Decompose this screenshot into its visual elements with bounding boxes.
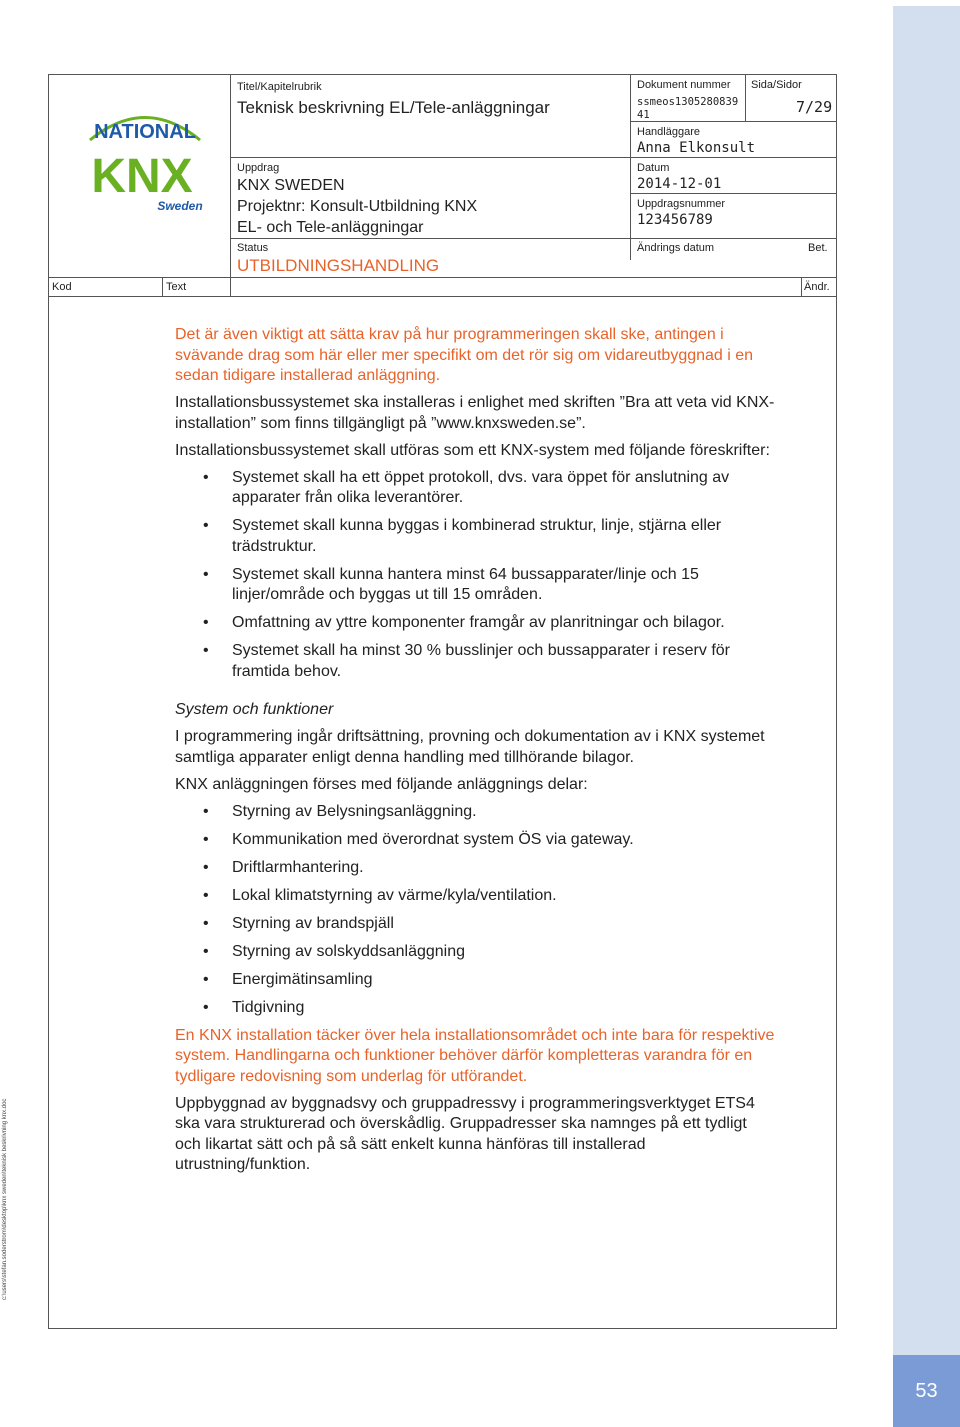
doc-number: ssmeos1305280839 41 <box>637 96 739 121</box>
handler-name: Anna Elkonsult <box>637 140 756 156</box>
side-band <box>893 6 960 1427</box>
list-item: • Tidgivning <box>175 998 775 1019</box>
doc-number-label: Dokument nummer <box>637 79 731 91</box>
list-item: • Styrning av solskyddsanläggning <box>175 942 775 963</box>
divider <box>630 193 837 194</box>
section-heading: System och funktioner <box>175 701 334 718</box>
divider <box>48 296 837 297</box>
text-label: Text <box>166 281 187 293</box>
list-item: • Energimätinsamling <box>175 970 775 991</box>
file-path: c:\users\stefan.soderstrom\desktop\knx sweden\teknisk beskrivning knx.doc <box>2 1098 8 1300</box>
list-item: • Omfattning av yttre komponenter framgår av planritningar och bilagor. <box>175 613 775 634</box>
paragraph-ets4-structure: Uppbyggnad av byggnadsvy och gruppadressvy i programmeringsverktyget ETS4 ska vara strukturerad och överskådlig. Gruppadresser ska namnges på ett tydligt och likartat sätt och på så sätt enkelt kunna hänföras till installerad utrustning/funktion. <box>175 1094 755 1173</box>
kod-label: Kod <box>52 281 72 293</box>
list-item: • Systemet skall ha minst 30 % busslinjer och bussapparater i reserv för framtida behov. <box>175 641 775 682</box>
divider <box>230 238 837 239</box>
page-indicator: 7/29 <box>796 98 833 116</box>
document-body <box>175 325 775 1182</box>
assignment-number-label: Uppdragsnummer <box>637 198 726 210</box>
title-label: Titel/Kapitelrubrik <box>237 81 322 93</box>
divider <box>630 157 837 158</box>
list-item: • Styrning av Belysningsanläggning. <box>175 802 775 823</box>
divider <box>230 157 630 158</box>
document-title: Teknisk beskrivning EL/Tele-anläggningar <box>237 98 550 117</box>
paragraph-knx-system: Installationsbussystemet skall utföras som ett KNX-system med följande föreskrifter: <box>175 441 770 459</box>
status-label: Status <box>237 242 269 254</box>
assignment-line3: EL- och Tele-anläggningar <box>237 219 424 236</box>
knx-logo-graphic <box>70 100 220 220</box>
handler-label: Handläggare <box>637 126 700 138</box>
paragraph-programming-scope: I programmering ingår driftsättning, provning och dokumentation av i KNX systemet samtliga apparater enligt denna handling med tillhörande bilagor. <box>175 728 765 766</box>
list-item: • Lokal klimatstyrning av värme/kyla/ventilation. <box>175 886 775 907</box>
status-value: UTBILDNINGSHANDLING <box>237 256 440 275</box>
divider <box>801 277 802 296</box>
system-parts-list <box>175 802 775 1019</box>
logo-top-text: NATIONAL <box>94 121 196 143</box>
date-value: 2014-12-01 <box>637 176 722 192</box>
assignment-number: 123456789 <box>637 212 713 228</box>
divider <box>230 74 231 296</box>
knx-logo <box>70 100 220 220</box>
andr-label: Ändr. <box>804 281 830 293</box>
page-number-box <box>893 1355 960 1427</box>
list-item: • Driftlarmhantering. <box>175 858 775 879</box>
requirements-list <box>175 468 775 683</box>
logo-bottom-text: Sweden <box>157 199 203 213</box>
assignment-line2: Projektnr: Konsult-Utbildning KNX <box>237 198 478 215</box>
date-label: Datum <box>637 162 670 174</box>
paragraph-system-parts: KNX anläggningen förses med följande anläggnings delar: <box>175 775 588 793</box>
list-item: • Systemet skall kunna hantera minst 64 bussapparater/linje och 15 linjer/område och byggas ut till 15 områden. <box>175 565 775 606</box>
list-item: • Styrning av brandspjäll <box>175 914 775 935</box>
page-number: 53 <box>915 1379 938 1402</box>
logo-main-text: KNX <box>91 150 193 203</box>
assignment-line1: KNX SWEDEN <box>237 177 345 194</box>
list-item: • Kommunikation med överordnat system ÖS via gateway. <box>175 830 775 851</box>
paragraph-installation-guide: Installationsbussystemet ska installeras i enlighet med skriften ”Bra att veta vid KNX-installation” som finns tillgängligt på ”www.knxsweden.se”. <box>175 394 775 432</box>
assignment-label: Uppdrag <box>237 162 280 174</box>
list-item: • Systemet skall ha ett öppet protokoll, dvs. vara öppet för anslutning av apparater från olika leverantörer. <box>175 468 775 509</box>
paragraph-programming-requirements: Det är även viktigt att sätta krav på hur programmeringen skall ske, antingen i svävande drag som här eller mer specifikt om det rör sig om vidareutbyggnad i en sedan tidigare installerad anläggning. <box>175 326 754 384</box>
page-label: Sida/Sidor <box>751 79 802 91</box>
list-item: • Systemet skall kunna byggas i kombinerad struktur, linje, stjärna eller trädstruktur. <box>175 516 775 557</box>
bet-label: Bet. <box>808 242 828 254</box>
paragraph-installation-coverage: En KNX installation täcker över hela installationsområdet och inte bara för respektive system. Handlingarna och funktioner behöver därför kompletteras varandra för en tydligare redovisning som underlag för utförandet. <box>175 1026 775 1085</box>
divider <box>630 74 631 260</box>
divider <box>745 74 746 122</box>
change-date-label: Ändrings datum <box>637 242 715 254</box>
divider <box>48 277 837 278</box>
divider <box>162 277 163 296</box>
